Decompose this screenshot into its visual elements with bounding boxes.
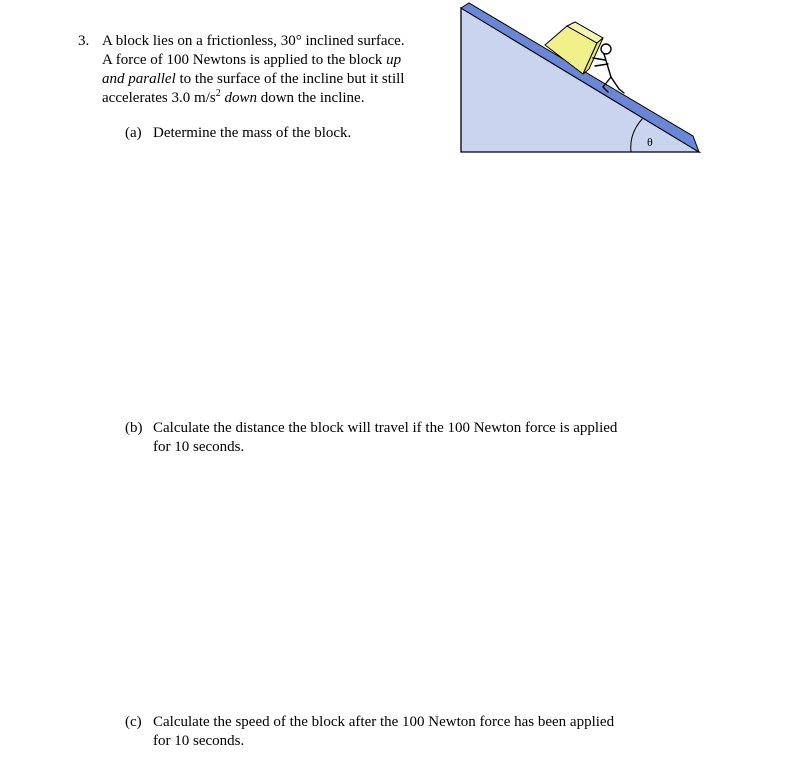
- question-line-2-text: A force of 100 Newtons is applied to the block: [102, 52, 383, 68]
- question-number: 3.: [78, 33, 90, 49]
- emphasis-and-parallel: and parallel: [102, 71, 176, 87]
- part-c: [125, 713, 614, 751]
- question-line-4: [102, 89, 442, 108]
- part-a-label: (a): [125, 125, 142, 141]
- question-line-4-end: down the incline.: [256, 90, 365, 106]
- part-c-label: (c): [125, 714, 142, 730]
- emphasis-up: up: [386, 52, 402, 68]
- incline-figure: [455, 0, 715, 160]
- part-c-text: Calculate the speed of the block after the 100 Newton force has been applied: [153, 714, 615, 730]
- part-b: [125, 419, 617, 457]
- superscript-two: 2: [215, 88, 221, 99]
- part-b-text: Calculate the distance the block will travel if the 100 Newton force is applied: [153, 420, 618, 436]
- part-b-continuation: for 10 seconds.: [153, 439, 245, 455]
- emphasis-down: down: [224, 90, 257, 106]
- question-line-1: A block lies on a frictionless, 30° inclined surface.: [102, 33, 405, 49]
- part-c-continuation: for 10 seconds.: [153, 733, 245, 749]
- part-b-label: (b): [125, 420, 143, 436]
- question-line-3-text: to the surface of the incline but it still: [175, 71, 405, 87]
- question-line-3: [102, 70, 442, 89]
- question-text: [102, 32, 442, 108]
- part-a-text: Determine the mass of the block.: [153, 125, 352, 141]
- angle-label: θ: [647, 135, 653, 149]
- part-a: [125, 124, 351, 143]
- question-line-2: [102, 51, 442, 70]
- question-line-4-text: accelerates 3.0 m/s: [102, 90, 216, 106]
